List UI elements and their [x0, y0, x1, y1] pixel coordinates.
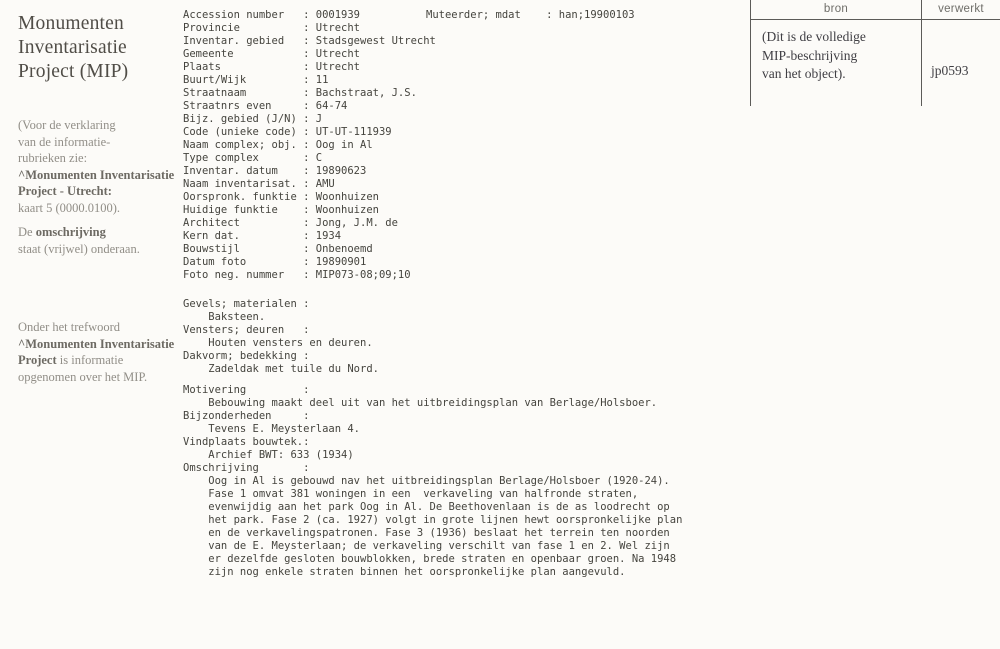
record-section-text-line: Zadeldak met tuile du Nord. — [183, 363, 379, 375]
stamp-bron-note — [762, 28, 918, 84]
stamp-table-column-divider — [921, 0, 922, 106]
record-section-text-line: van de E. Meysterlaan; de verkaveling verschilt van fase 1 en 2. Wel zijn — [183, 540, 670, 552]
record-section-group — [183, 384, 773, 579]
page-title-line: Inventarisatie — [18, 37, 127, 58]
record-section-text-line: en de verkavelingspatronen. Fase 3 (1936) beslaat het terrein ten noorden — [183, 527, 670, 539]
record-section-label: Motivering : — [183, 384, 310, 396]
sidebar-note-verklaring — [18, 117, 196, 216]
record-field-row: Foto neg. nummer : MIP073-08;09;10 — [183, 269, 411, 281]
record-field-row: Buurt/Wijk : 11 — [183, 74, 329, 86]
record-field-row: Gemeente : Utrecht — [183, 48, 361, 60]
record-field-row: Accession number : 0001939 Muteerder; mdat : han;19900103 — [183, 9, 635, 21]
record-field-row: Oorspronk. funktie : Woonhuizen — [183, 191, 379, 203]
stamp-column-header-bron: bron — [823, 3, 849, 15]
muteerder-field: Muteerder; mdat : han;19900103 — [426, 9, 635, 21]
page-title-line: Monumenten — [18, 13, 124, 34]
record-field-row: Provincie : Utrecht — [183, 22, 361, 34]
sidebar-note-line: ^Monumenten Inventarisatie — [18, 336, 175, 351]
record-field-row: Inventar. datum : 19890623 — [183, 165, 367, 177]
record-section-text-line: evenwijdig aan het park Oog in Al. De Beethovenlaan is de as loodrecht op — [183, 501, 670, 513]
record-field-row: Bouwstijl : Onbenoemd — [183, 243, 373, 255]
record-field-row: Kern dat. : 1934 — [183, 230, 342, 242]
stamp-bron-note-line: (Dit is de volledige — [762, 29, 866, 44]
sidebar-note-line: van de informatie- — [18, 134, 111, 149]
record-field-row: Straatnrs even : 64-74 — [183, 100, 348, 112]
sidebar-note-line: Onder het trefwoord — [18, 320, 121, 334]
record-field-row: Naam inventarisat. : AMU — [183, 178, 335, 190]
record-section-text-line: het park. Fase 2 (ca. 1927) volgt in grote lijnen hewt oorspronkelijke plan — [183, 514, 683, 526]
page-title-line: Project (MIP) — [18, 61, 129, 82]
sidebar-note-line: Project is informatie — [18, 353, 124, 367]
stamp-verwerkt-code: jp0593 — [931, 63, 969, 78]
record-section-text-line: Houten vensters en deuren. — [183, 337, 373, 349]
stamp-bron-note-line: MIP-beschrijving — [762, 47, 858, 63]
sidebar-note-line: (Voor de verklaring — [18, 118, 116, 132]
record-field-row: Architect : Jong, J.M. de — [183, 217, 398, 229]
sidebar-note-line: opgenomen over het MIP. — [18, 369, 148, 384]
sidebar-note-line: kaart 5 (0000.0100). — [18, 200, 121, 215]
record-field-row: Bijz. gebied (J/N) : J — [183, 113, 323, 125]
record-field-row: Code (unieke code) : UT-UT-111939 — [183, 126, 392, 138]
stamp-column-header-verwerkt: verwerkt — [938, 3, 984, 15]
record-section-text-line: er dezelfde gesloten bouwblokken, brede straten en openbaar groen. Na 1948 — [183, 553, 677, 565]
record-section-label: Bijzonderheden : — [183, 410, 310, 422]
record-section-group — [183, 298, 773, 376]
record-section-label: Dakvorm; bedekking : — [183, 350, 310, 362]
sidebar-note-trefwoord — [18, 319, 196, 385]
stamp-bron-note-line: van het object). — [762, 66, 846, 81]
record-section-text-line: Tevens E. Meysterlaan 4. — [183, 423, 361, 435]
record-field-row: Plaats : Utrecht — [183, 61, 361, 73]
record-field-row: Type complex : C — [183, 152, 323, 164]
sidebar-note-line: staat (vrijwel) onderaan. — [18, 241, 140, 256]
record-field-row: Naam complex; obj. : Oog in Al — [183, 139, 373, 151]
sidebar-note-line: ^Monumenten Inventarisatie — [18, 167, 175, 182]
record-section-text-line: Bebouwing maakt deel uit van het uitbreidingsplan van Berlage/Holsboer. — [183, 397, 658, 409]
record-field-row: Inventar. gebied : Stadsgewest Utrecht — [183, 35, 436, 47]
record-section-label: Vensters; deuren : — [183, 324, 310, 336]
record-section-label: Gevels; materialen : — [183, 298, 310, 310]
record-section-text-line: Archief BWT: 633 (1934) — [183, 449, 354, 461]
record-section-text-line: zijn nog enkele straten binnen het oorspronkelijke plan aangevuld. — [183, 566, 626, 578]
record-field-row: Straatnaam : Bachstraat, J.S. — [183, 87, 417, 99]
record-section-text-line: Baksteen. — [183, 311, 266, 323]
sidebar-note-omschrijving — [18, 224, 196, 257]
record-section-label: Vindplaats bouwtek.: — [183, 436, 310, 448]
page-title — [18, 12, 128, 84]
record-block — [183, 9, 773, 579]
record-field-row: Huidige funktie : Woonhuizen — [183, 204, 379, 216]
stamp-table-header-rule — [750, 19, 1000, 20]
record-section-label: Omschrijving : — [183, 462, 310, 474]
sidebar-note-line: Project - Utrecht: — [18, 184, 112, 198]
sidebar-note-line: De omschrijving — [18, 225, 106, 239]
sidebar-note-line: rubrieken zie: — [18, 151, 88, 165]
record-field-row: Datum foto : 19890901 — [183, 256, 367, 268]
stamp-table-left-border — [750, 0, 751, 106]
record-section-text-line: Oog in Al is gebouwd nav het uitbreidingsplan Berlage/Holsboer (1920-24). — [183, 475, 670, 487]
record-section-text-line: Fase 1 omvat 381 woningen in een verkaveling van halfronde straten, — [183, 488, 639, 500]
